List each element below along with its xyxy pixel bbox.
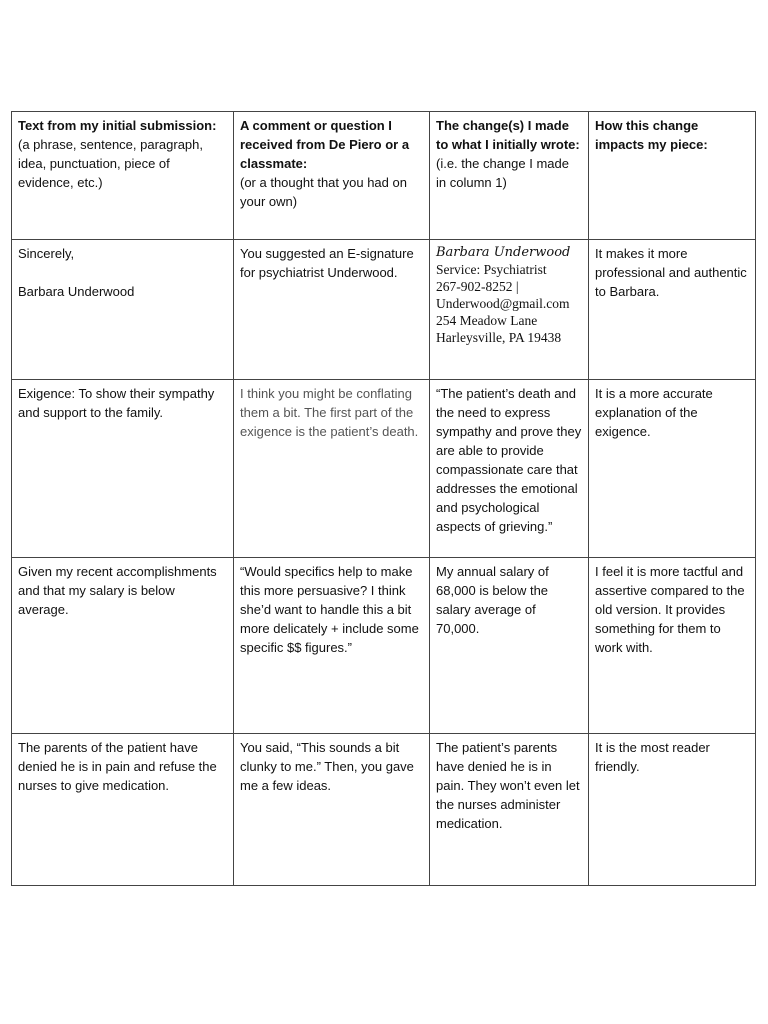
cell-text-line: Sincerely, bbox=[18, 246, 75, 261]
header-subtitle: (i.e. the change I made in column 1) bbox=[436, 156, 569, 190]
cell-change bbox=[430, 240, 589, 380]
cell-impact bbox=[589, 734, 756, 886]
header-cell-impact bbox=[589, 112, 756, 240]
cell-comment bbox=[234, 558, 430, 734]
header-cell-change bbox=[430, 112, 589, 240]
cell-text: It makes it more professional and authentic to Barbara. bbox=[595, 246, 747, 299]
header-subtitle: (or a thought that you had on your own) bbox=[240, 175, 407, 209]
cell-text: You said, “This sounds a bit clunky to me.” Then, you gave me a few ideas. bbox=[240, 740, 414, 793]
cell-text: It is the most reader friendly. bbox=[595, 740, 710, 774]
table-header-row bbox=[12, 112, 756, 240]
table-row bbox=[12, 380, 756, 558]
signature-line: 254 Meadow Lane bbox=[436, 313, 538, 328]
cell-impact bbox=[589, 380, 756, 558]
cell-text: The patient’s parents have denied he is in pain. They won’t even let the nurses administer medication. bbox=[436, 740, 580, 831]
table-row bbox=[12, 734, 756, 886]
e-signature-name: Barbara Underwood bbox=[436, 245, 571, 260]
cell-text: I think you might be conflating them a bit. The first part of the exigence is the patient’s death. bbox=[240, 386, 419, 439]
cell-text: The parents of the patient have denied he is in pain and refuse the nurses to give medication. bbox=[18, 740, 217, 793]
header-cell-initial-text bbox=[12, 112, 234, 240]
cell-text: You suggested an E-signature for psychiatrist Underwood. bbox=[240, 246, 414, 280]
revision-table bbox=[11, 111, 756, 886]
cell-impact bbox=[589, 240, 756, 380]
header-title: Text from my initial submission: bbox=[18, 118, 217, 133]
cell-text: Exigence: To show their sympathy and support to the family. bbox=[18, 386, 215, 420]
signature-line: Underwood@gmail.com bbox=[436, 296, 570, 311]
cell-change bbox=[430, 734, 589, 886]
signature-line: 267-902-8252 | bbox=[436, 279, 519, 294]
cell-change bbox=[430, 380, 589, 558]
cell-text-line: Barbara Underwood bbox=[18, 284, 135, 299]
header-title: The change(s) I made to what I initially wrote: bbox=[436, 118, 580, 152]
cell-text: “The patient’s death and the need to express sympathy and prove they are able to provide compassionate care that addresses the emotional and psychological aspects of grieving.” bbox=[436, 386, 582, 534]
cell-impact bbox=[589, 558, 756, 734]
cell-comment bbox=[234, 380, 430, 558]
header-subtitle: (a phrase, sentence, paragraph, idea, punctuation, piece of evidence, etc.) bbox=[18, 137, 204, 190]
header-title: How this change impacts my piece: bbox=[595, 118, 708, 152]
signature-line: Service: Psychiatrist bbox=[436, 262, 547, 277]
signature-line: Harleysville, PA 19438 bbox=[436, 330, 562, 345]
header-title: A comment or question I received from De Piero or a classmate: bbox=[240, 118, 410, 171]
cell-original-text bbox=[12, 240, 234, 380]
table-row bbox=[12, 240, 756, 380]
cell-text: My annual salary of 68,000 is below the salary average of 70,000. bbox=[436, 564, 549, 636]
cell-text: “Would specifics help to make this more persuasive? I think she’d want to handle this a bit more delicately + include some specific $$ figures.” bbox=[240, 564, 419, 655]
cell-original-text bbox=[12, 558, 234, 734]
cell-text: I feel it is more tactful and assertive compared to the old version. It provides something for them to work with. bbox=[595, 564, 745, 655]
cell-change bbox=[430, 558, 589, 734]
cell-original-text bbox=[12, 734, 234, 886]
cell-text: It is a more accurate explanation of the exigence. bbox=[595, 386, 713, 439]
header-cell-comment bbox=[234, 112, 430, 240]
cell-comment bbox=[234, 240, 430, 380]
cell-original-text bbox=[12, 380, 234, 558]
table-row bbox=[12, 558, 756, 734]
cell-comment bbox=[234, 734, 430, 886]
cell-text: Given my recent accomplishments and that my salary is below average. bbox=[18, 564, 217, 617]
